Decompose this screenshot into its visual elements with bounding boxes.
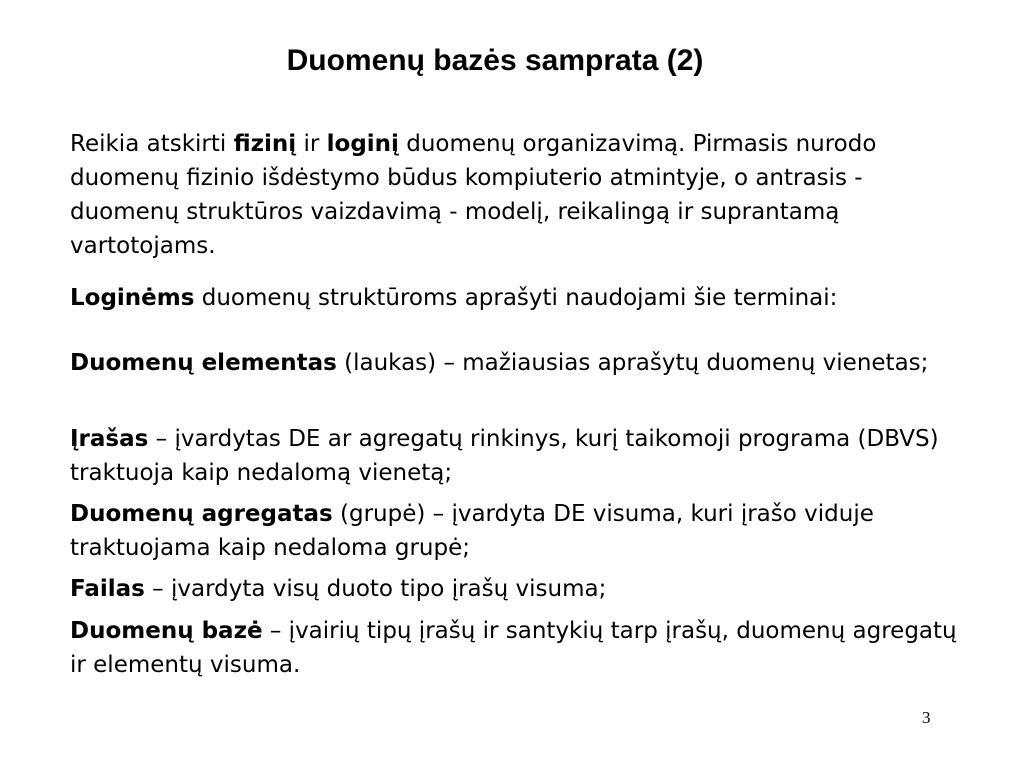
definition-text: – įvairių tipų įrašų ir santykių tarp įrašų, duomenų agregatų ir elementų visuma. — [70, 618, 957, 678]
definition-file — [70, 572, 970, 606]
definition-text: (grupė) – įvardyta DE visuma, kuri įrašo viduje traktuojama kaip nedaloma grupė; — [70, 501, 874, 561]
terms-intro-text: duomenų struktūroms aprašyti naudojami šie terminai: — [194, 285, 838, 311]
definition-term: Failas — [70, 576, 145, 602]
definition-data-aggregate — [70, 497, 970, 565]
definition-text: – įvardytas DE ar agregatų rinkinys, kurį taikomoji programa (DBVS) traktuoja kaip nedalomą vienetą; — [70, 426, 939, 486]
definition-data-element — [70, 346, 970, 380]
terms-intro-bold: Loginėms — [70, 285, 195, 311]
definition-database — [70, 614, 970, 682]
intro-text-2: ir — [296, 131, 327, 157]
definition-term: Duomenų bazė — [70, 618, 263, 644]
page-number: 3 — [922, 708, 931, 727]
intro-paragraph — [70, 127, 970, 263]
definition-term: Duomenų elementas — [70, 350, 337, 376]
intro-text-3: duomenų organizavimą. Pirmasis nurodo duomenų fizinio išdėstymo būdus kompiuterio atmintyje, o antrasis - duomenų struktūros vaizdavimą - modelį, reikalingą ir suprantamą vartotojams. — [70, 131, 877, 259]
terms-intro-paragraph — [70, 281, 970, 315]
intro-term-logical: loginį — [326, 131, 399, 157]
intro-term-physical: fizinį — [233, 131, 297, 157]
definition-term: Duomenų agregatas — [70, 501, 333, 527]
intro-text-1: Reikia atskirti — [70, 131, 234, 157]
definition-term: Įrašas — [70, 426, 149, 452]
slide-title: Duomenų bazės samprata (2) — [286, 44, 704, 77]
definition-text: (laukas) – mažiausias aprašytų duomenų vienetas; — [336, 350, 929, 376]
definition-text: – įvardyta visų duoto tipo įrašų visuma; — [144, 576, 607, 602]
definition-record — [70, 422, 970, 490]
